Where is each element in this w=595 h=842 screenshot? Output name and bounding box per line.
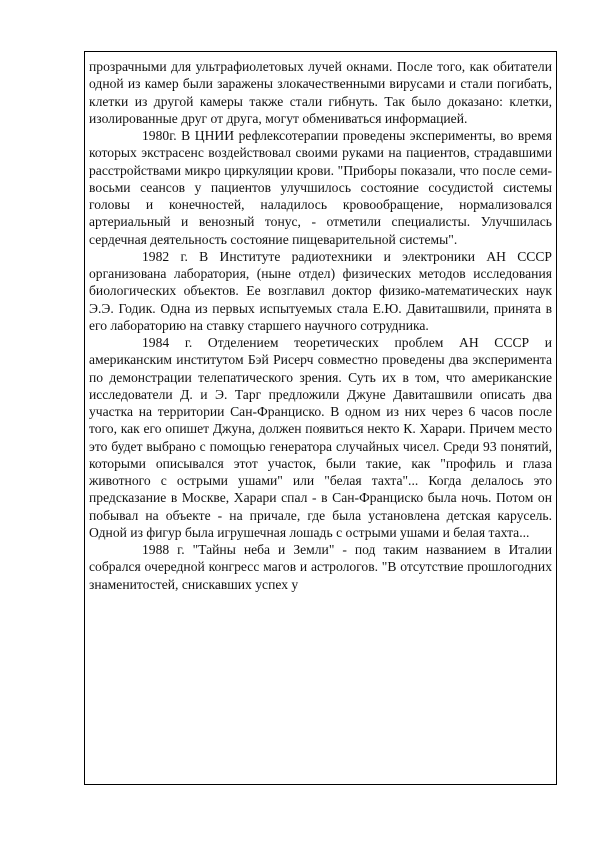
paragraph-1988: 1988 г. "Тайны неба и Земли" - под таким названием в Италии собрался очередной конгресс магов и астрологов. "В отсутствие прошлогодних знаменитостей, снискавших успех у bbox=[89, 542, 552, 592]
document-page bbox=[84, 51, 557, 785]
paragraph-1984: 1984 г. Отделением теоретических проблем АН СССР и американским институтом Бэй Рисерч совместно проведены два эксперимента по демонстрации телепатического зрения. Суть их в том, что американские исследователи Д. и Э. Тарг предложили Джуне Давиташвили описать два участка на территории Сан-Франциско. В одном из них через 6 часов после того, как его опишет Джуна, должен появиться некто К. Харари. Причем место это будет выбрано с помощью генератора случайных чисел. Среди 93 понятий, которыми описывался этот участок, были такие, как "профиль и глаза животного с острыми ушами" или "белая тахта"... Когда делалось это предсказание в Москве, Харари спал - в Сан-Франциско была ночь. Потом он побывал на объекте - на причале, где была установлена детская карусель. Одной из фигур была игрушечная лошадь с острыми ушами и белая тахта... bbox=[89, 335, 552, 540]
paragraph-continuation: прозрачными для ультрафиолетовых лучей окнами. После того, как обитатели одной из камер были заражены злокачественными вирусами и стали погибать, клетки из другой камеры также стали гибнуть. Так было доказано: клетки, изолированные друг от друга, могут обмениваться информацией. bbox=[89, 59, 552, 126]
paragraph-1980: 1980г. В ЦНИИ рефлексотерапии проведены эксперименты, во время которых экстрасенс воздействовал своими руками на пациентов, страдавшими расстройствами микро циркуляции крови. "Приборы показали, что после семи-восьми сеансов у пациентов улучшилось состояние сосудистой системы головы и конечностей, наладилось кровообращение, нормализовался артериальный и венозный тонус, - отметили специалисты. Улучшилась сердечная деятельность состояние пищеварительной системы". bbox=[89, 128, 552, 247]
paragraph-1982: 1982 г. В Институте радиотехники и электроники АН СССР организована лаборатория, (ныне отдел) физических методов исследования биологических объектов. Ее возглавил доктор физико-математических наук Э.Э. Годик. Одна из первых испытуемых стала Е.Ю. Давиташвили, принята в его лабораторию на ставку старшего научного сотрудника. bbox=[89, 248, 552, 333]
